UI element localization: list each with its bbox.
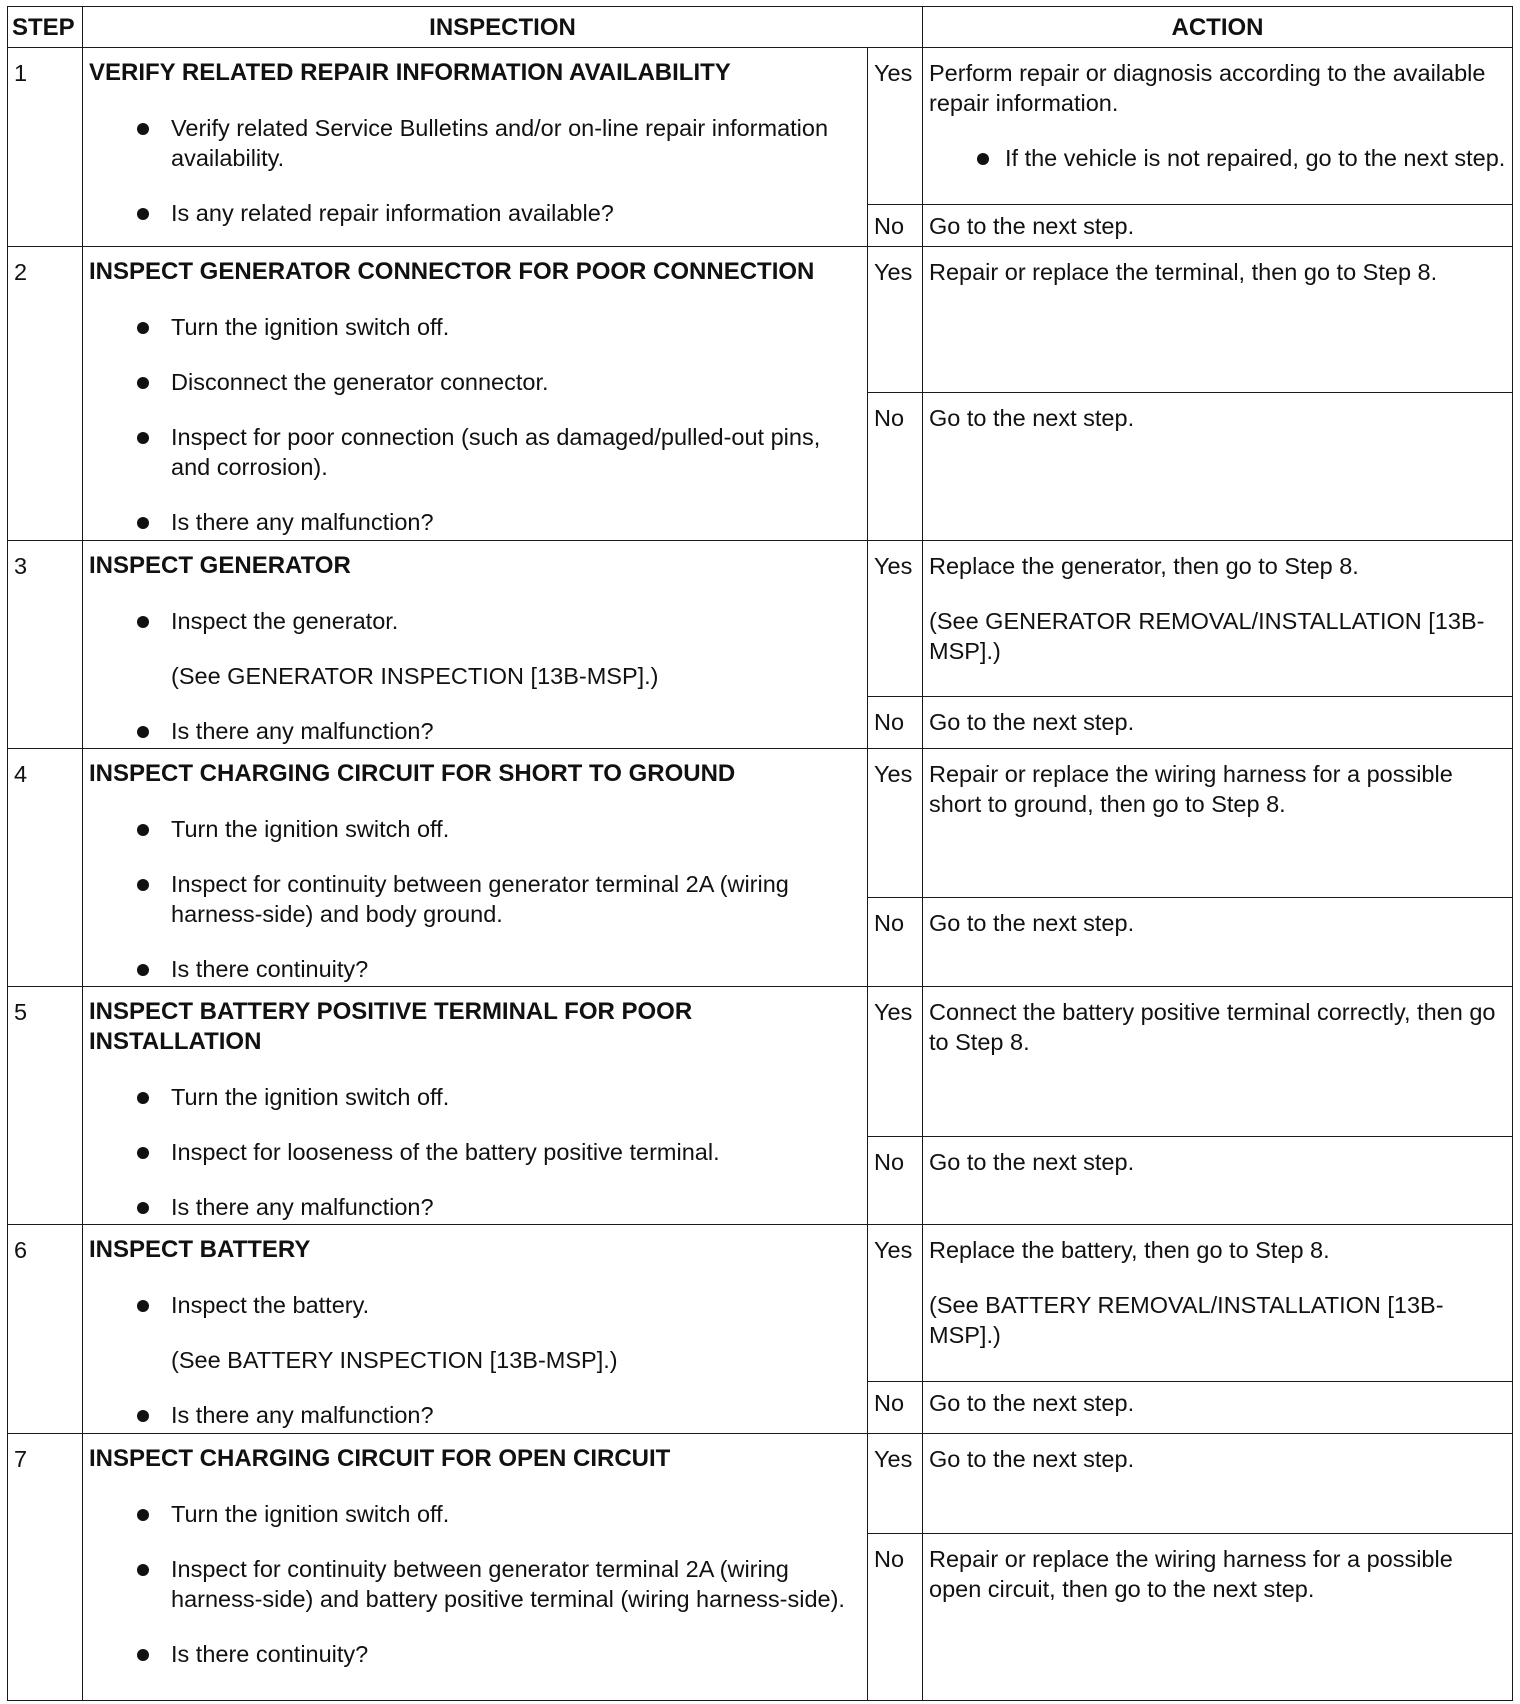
inspection-bullet: Is there any malfunction? [89, 507, 861, 537]
no-label: No [868, 697, 923, 749]
bullet-icon [137, 123, 149, 135]
step-number: 3 [8, 541, 83, 749]
yes-action-cell [923, 1225, 1513, 1382]
inspection-bullet: Turn the ignition switch off. [89, 1499, 861, 1529]
inspection-bullet: Verify related Service Bulletins and/or on-line repair information availability. [89, 113, 861, 173]
inspection-bullet: Inspect for looseness of the battery positive terminal. [89, 1137, 861, 1167]
inspection-cell [83, 1225, 868, 1434]
step-3-yes-row [8, 541, 1513, 697]
bullet-icon [977, 153, 989, 165]
step-6-yes-row [8, 1225, 1513, 1382]
step-title: INSPECT CHARGING CIRCUIT FOR OPEN CIRCUIT [89, 1445, 671, 1472]
bullet-icon [137, 1509, 149, 1521]
step-number: 4 [8, 749, 83, 987]
step-title: VERIFY RELATED REPAIR INFORMATION AVAILABILITY [89, 59, 731, 86]
step-title: INSPECT BATTERY POSITIVE TERMINAL FOR POOR INSTALLATION [89, 998, 693, 1055]
no-action: Go to the next step. [923, 1137, 1513, 1225]
no-label: No [868, 898, 923, 987]
bullet-icon [137, 432, 149, 444]
yes-reference-note: (See GENERATOR REMOVAL/INSTALLATION [13B-MSP].) [929, 608, 1485, 664]
bullet-icon [137, 1092, 149, 1104]
step-1-yes-row [8, 48, 1513, 205]
yes-label: Yes [868, 541, 923, 697]
yes-action: Connect the battery positive terminal correctly, then go to Step 8. [923, 987, 1513, 1137]
bullet-icon [137, 208, 149, 220]
bullet-icon [137, 1649, 149, 1661]
yes-action-cell [923, 541, 1513, 697]
bullet-icon [137, 1300, 149, 1312]
step-number: 6 [8, 1225, 83, 1434]
inspection-bullet: Is there continuity? [89, 1639, 861, 1669]
inspection-cell [83, 1434, 868, 1701]
diagnostic-procedure-table [7, 6, 1513, 1701]
step-title: INSPECT CHARGING CIRCUIT FOR SHORT TO GROUND [89, 760, 736, 787]
no-label: No [868, 1382, 923, 1434]
inspection-bullet: Turn the ignition switch off. [89, 814, 861, 844]
inspection-bullet: Inspect for continuity between generator terminal 2A (wiring harness-side) and battery positive terminal (wiring harness-side). [89, 1554, 861, 1614]
bullet-icon [137, 322, 149, 334]
bullet-icon [137, 964, 149, 976]
yes-action: Go to the next step. [923, 1434, 1513, 1534]
step-column-header: STEP [8, 7, 83, 48]
inspection-bullet: Turn the ignition switch off. [89, 1082, 861, 1112]
bullet-icon [137, 1564, 149, 1576]
inspection-bullet: Is there any malfunction? [89, 1192, 861, 1222]
yes-action: Replace the battery, then go to Step 8. [929, 1237, 1330, 1263]
reference-note: (See BATTERY INSPECTION [13B-MSP].) [171, 1347, 618, 1373]
inspection-cell [83, 749, 868, 987]
bullet-icon [137, 879, 149, 891]
bullet-icon [137, 824, 149, 836]
step-title: INSPECT BATTERY [89, 1236, 311, 1263]
inspection-cell [83, 48, 868, 247]
inspection-bullet: Is there any malfunction? [89, 716, 861, 746]
yes-label: Yes [868, 1225, 923, 1382]
inspection-bullet: Inspect the battery. [89, 1290, 861, 1320]
bullet-icon [137, 616, 149, 628]
action-column-header: ACTION [923, 7, 1513, 48]
no-action: Go to the next step. [923, 393, 1513, 541]
no-action: Repair or replace the wiring harness for a possible open circuit, then go to the next step. [923, 1534, 1513, 1701]
no-action: Go to the next step. [923, 1382, 1513, 1434]
yes-action-bullet: If the vehicle is not repaired, go to the next step. [929, 143, 1506, 173]
inspection-bullet: Inspect the generator. [89, 606, 861, 636]
inspection-bullet: Inspect for continuity between generator terminal 2A (wiring harness-side) and body ground. [89, 869, 861, 929]
yes-action: Repair or replace the terminal, then go to Step 8. [923, 247, 1513, 393]
bullet-icon [137, 377, 149, 389]
inspection-bullet: Is there continuity? [89, 954, 861, 984]
header-row [8, 7, 1513, 48]
step-7-yes-row [8, 1434, 1513, 1534]
inspection-cell [83, 247, 868, 541]
yes-label: Yes [868, 749, 923, 898]
no-label: No [868, 1137, 923, 1225]
inspection-bullet: Disconnect the generator connector. [89, 367, 861, 397]
reference-note: (See GENERATOR INSPECTION [13B-MSP].) [171, 663, 659, 689]
inspection-column-header: INSPECTION [83, 7, 923, 48]
no-label: No [868, 1534, 923, 1701]
yes-action: Replace the generator, then go to Step 8. [929, 553, 1359, 579]
yes-action-cell [923, 48, 1513, 205]
yes-action: Perform repair or diagnosis according to the available repair information. [929, 60, 1486, 116]
inspection-cell [83, 987, 868, 1225]
inspection-bullet: Turn the ignition switch off. [89, 312, 861, 342]
no-label: No [868, 393, 923, 541]
yes-reference-note: (See BATTERY REMOVAL/INSTALLATION [13B-MSP].) [929, 1292, 1444, 1348]
bullet-icon [137, 517, 149, 529]
inspection-bullet: Is there any malfunction? [89, 1400, 861, 1430]
yes-label: Yes [868, 987, 923, 1137]
bullet-icon [137, 1410, 149, 1422]
no-label: No [868, 205, 923, 247]
yes-label: Yes [868, 48, 923, 205]
no-action: Go to the next step. [923, 898, 1513, 987]
yes-label: Yes [868, 1434, 923, 1534]
step-4-yes-row [8, 749, 1513, 898]
step-number: 7 [8, 1434, 83, 1701]
step-title: INSPECT GENERATOR CONNECTOR FOR POOR CONNECTION [89, 258, 815, 285]
step-5-yes-row [8, 987, 1513, 1137]
bullet-icon [137, 726, 149, 738]
step-number: 2 [8, 247, 83, 541]
yes-label: Yes [868, 247, 923, 393]
step-title: INSPECT GENERATOR [89, 552, 351, 579]
inspection-bullet: Inspect for poor connection (such as damaged/pulled-out pins, and corrosion). [89, 422, 861, 482]
no-action: Go to the next step. [923, 697, 1513, 749]
yes-action: Repair or replace the wiring harness for a possible short to ground, then go to Step 8. [923, 749, 1513, 898]
inspection-bullet: Is any related repair information available? [89, 198, 861, 228]
step-2-yes-row [8, 247, 1513, 393]
bullet-icon [137, 1202, 149, 1214]
inspection-cell [83, 541, 868, 749]
no-action: Go to the next step. [923, 205, 1513, 247]
step-number: 1 [8, 48, 83, 247]
bullet-icon [137, 1147, 149, 1159]
step-number: 5 [8, 987, 83, 1225]
